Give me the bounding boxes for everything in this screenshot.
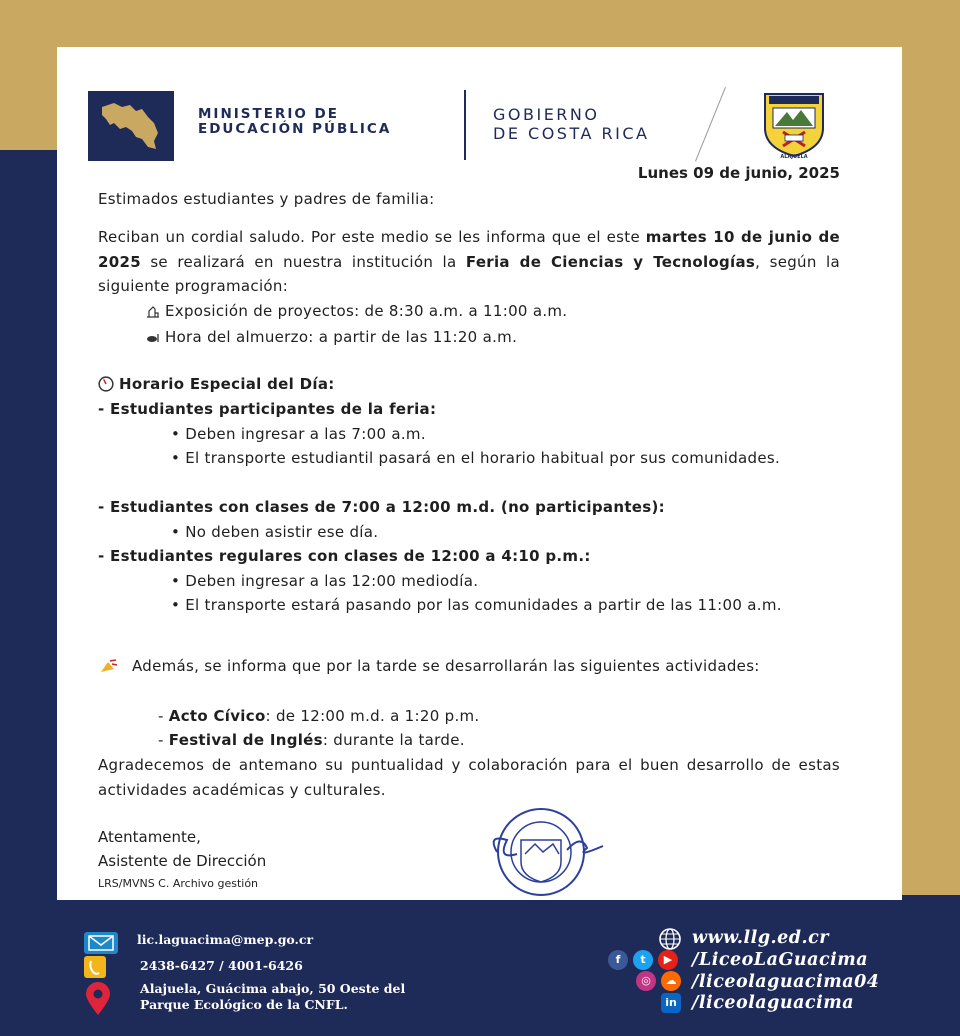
thanks-paragraph: Agradecemos de antemano su puntualidad y colaboración para el buen desarrollo de estas actividades académicas y culturales.: [98, 756, 840, 799]
group1-bullet-1: • Deben ingresar a las 7:00 a.m.: [171, 425, 426, 443]
exhibition-icon: [146, 305, 160, 318]
intro-date: martes 10 de junio de 2025: [98, 228, 840, 271]
archive-code: LRS/MVNS C. Archivo gestión: [98, 877, 259, 890]
special-title-text: Horario Especial del Día:: [119, 375, 335, 393]
activity-1-time: : de 12:00 m.d. a 1:20 p.m.: [265, 707, 480, 725]
item-lunch-text: Hora del almuerzo: a partir de las 11:20 a.m.: [165, 328, 518, 346]
address-line-1: Alajuela, Guácima abajo, 50 Oeste del: [140, 981, 406, 996]
government-line-1: GOBIERNO: [493, 105, 600, 124]
group3-bullet-2: • El transporte estará pasando por las comunidades a partir de las 11:00 a.m.: [171, 596, 782, 614]
footer-email[interactable]: lic.laguacima@mep.go.cr: [137, 932, 314, 947]
signer-title: Asistente de Dirección: [98, 852, 267, 870]
address-line-2: Parque Ecológico de la CNFL.: [140, 997, 348, 1012]
globe-icon: [656, 927, 684, 951]
intro-text-a: Reciban un cordial saludo. Por este medio se les informa que el este: [98, 228, 646, 246]
government-line-2: DE COSTA RICA: [493, 124, 650, 143]
footer-linkedin[interactable]: /liceolaguacima: [692, 993, 855, 1013]
costa-rica-map-logo: [88, 91, 174, 161]
header-slash: [695, 87, 726, 162]
item-exposition: [98, 299, 888, 324]
intro-event: Feria de Ciencias y Tecnologías: [465, 252, 756, 271]
header-divider: [464, 90, 466, 160]
facebook-icon[interactable]: f: [608, 950, 628, 970]
twitter-icon[interactable]: t: [633, 950, 653, 970]
group2-bullet-1: • No deben asistir ese día.: [171, 523, 379, 541]
school-seal-signature: [477, 804, 607, 896]
plate-icon: [146, 331, 160, 344]
ministry-line-1: MINISTERIO DE: [198, 106, 339, 122]
special-schedule-title: [98, 372, 840, 397]
phone-icon: [84, 956, 106, 978]
footer-social-main[interactable]: /LiceoLaGuacima: [692, 950, 869, 970]
afternoon-activities: [98, 654, 840, 679]
clock-icon: [98, 376, 114, 392]
linkedin-icon[interactable]: in: [661, 993, 681, 1013]
greeting: Estimados estudiantes y padres de familia:: [98, 190, 435, 208]
closing: Atentamente,: [98, 828, 201, 846]
activity-1: - Acto Cívico: de 12:00 m.d. a 1:20 p.m.: [158, 707, 480, 725]
party-icon: [98, 659, 120, 673]
group3-bullet-1: • Deben ingresar a las 12:00 mediodía.: [171, 572, 479, 590]
intro-text-c: se realizará en nuestra institución la: [140, 252, 466, 271]
activity-2-time: : durante la tarde.: [322, 731, 465, 749]
letter-date: Lunes 09 de junio, 2025: [637, 164, 840, 182]
group1-bullet-2: • El transporte estudiantil pasará en el horario habitual por sus comunidades.: [171, 449, 781, 467]
footer-phone: 2438-6427 / 4001-6426: [140, 958, 303, 973]
intro-paragraph: [98, 225, 840, 299]
location-pin-icon: [85, 982, 111, 1016]
footer-website[interactable]: www.llg.ed.cr: [692, 928, 829, 948]
crest-caption: ALAJUELA: [780, 154, 808, 160]
item-exposition-text: Exposición de proyectos: de 8:30 a.m. a 11:00 a.m.: [165, 302, 568, 320]
group2-title: - Estudiantes con clases de 7:00 a 12:00 m.d. (no participantes):: [98, 498, 665, 516]
instagram-icon[interactable]: ◎: [636, 971, 656, 991]
intro-text-e: , según la siguiente programación:: [98, 252, 840, 295]
group3-title: - Estudiantes regulares con clases de 12:00 a 4:10 p.m.:: [98, 547, 591, 565]
email-icon: [84, 932, 118, 954]
activity-1-name: Acto Cívico: [168, 707, 266, 725]
government-name: [493, 105, 649, 143]
ministry-name: [198, 107, 391, 137]
item-lunch: [98, 325, 888, 350]
footer-social-alt[interactable]: /liceolaguacima04: [692, 972, 880, 992]
school-crest-logo: [759, 90, 829, 160]
soundcloud-icon[interactable]: ☁: [661, 971, 681, 991]
activity-2: - Festival de Inglés: durante la tarde.: [158, 731, 465, 749]
ministry-line-2: EDUCACIÓN PÚBLICA: [198, 121, 392, 137]
afternoon-text: Además, se informa que por la tarde se desarrollarán las siguientes actividades:: [132, 657, 760, 675]
youtube-icon[interactable]: ▶: [658, 950, 678, 970]
footer-address: [140, 981, 405, 1013]
letter-sheet: [57, 47, 902, 900]
group1-title: - Estudiantes participantes de la feria:: [98, 400, 437, 418]
activity-2-name: Festival de Inglés: [168, 731, 323, 749]
